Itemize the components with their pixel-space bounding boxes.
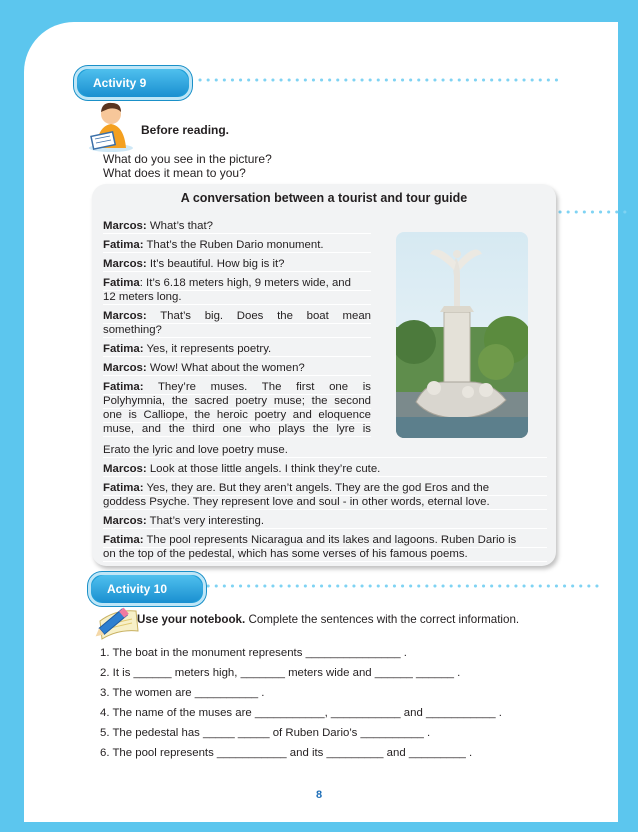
sentence-1: 1. The boat in the monument represents _______________ . bbox=[100, 647, 407, 659]
pencil-notebook-icon bbox=[94, 601, 140, 641]
speaker-name: Marcos: bbox=[103, 310, 147, 322]
conversation-line bbox=[103, 422, 371, 437]
line-text: They’re muses. The first one is bbox=[143, 381, 371, 393]
conversation-line bbox=[103, 219, 371, 234]
conversation-title: A conversation between a tourist and tour guide bbox=[180, 191, 468, 205]
line-text: : It’s 6.18 meters high, 9 meters wide, and bbox=[139, 277, 351, 289]
sentence-2: 2. It is ______ meters high, _______ meters wide and ______ ______ . bbox=[100, 667, 461, 679]
line-text: muse, and the third one who plays the lyre is bbox=[103, 423, 371, 435]
notebook-bold: Use your notebook. bbox=[137, 613, 246, 626]
conversation-line bbox=[103, 408, 371, 423]
conversation-line bbox=[103, 309, 371, 324]
conversation-line bbox=[103, 481, 547, 496]
conversation-line bbox=[103, 462, 547, 477]
speaker-name: Fatima: bbox=[103, 239, 144, 251]
conversation-line bbox=[103, 380, 371, 395]
line-text: That’s the Ruben Dario monument. bbox=[143, 239, 324, 251]
monument-photo bbox=[396, 232, 528, 438]
line-text: What’s that? bbox=[146, 220, 213, 232]
speaker-name: Fatima bbox=[103, 277, 140, 289]
reading-child-icon bbox=[86, 98, 136, 152]
question-2: What does it mean to you? bbox=[103, 166, 246, 180]
speaker-name: Marcos: bbox=[103, 258, 147, 270]
conversation-line bbox=[103, 443, 547, 458]
line-text: one is Calliope, the heroic poetry and eloquence bbox=[103, 409, 371, 421]
speaker-name: Marcos: bbox=[103, 463, 147, 475]
conversation-line bbox=[103, 394, 371, 409]
speaker-name: Marcos: bbox=[103, 515, 147, 527]
page-number: 8 bbox=[315, 789, 323, 801]
conversation-line bbox=[103, 342, 371, 357]
before-reading-label: Before reading. bbox=[141, 123, 230, 137]
line-text: That’s big. Does the boat mean bbox=[146, 310, 371, 322]
speaker-name: Marcos: bbox=[103, 220, 147, 232]
line-text: 12 meters long. bbox=[103, 291, 182, 303]
conversation-line bbox=[103, 276, 371, 291]
conversation-line bbox=[103, 238, 371, 253]
line-text: Wow! What about the women? bbox=[146, 362, 305, 374]
conversation-line bbox=[103, 257, 371, 272]
speaker-name: Fatima: bbox=[103, 343, 144, 355]
speaker-name: Fatima: bbox=[103, 534, 144, 546]
line-text: That’s very interesting. bbox=[146, 515, 265, 527]
conversation-line bbox=[103, 361, 371, 376]
line-text: Look at those little angels. I think they’re cute. bbox=[146, 463, 381, 475]
activity-9-label: Activity 9 bbox=[93, 76, 147, 90]
notebook-instruction bbox=[137, 613, 519, 626]
speaker-name: Fatima: bbox=[103, 381, 144, 393]
conversation-line bbox=[103, 323, 371, 338]
line-text: Yes, it represents poetry. bbox=[143, 343, 272, 355]
speaker-name: Fatima: bbox=[103, 482, 144, 494]
question-1: What do you see in the picture? bbox=[103, 152, 272, 166]
sentence-4: 4. The name of the muses are ___________, ___________ and ___________ . bbox=[100, 707, 502, 719]
conversation-line bbox=[103, 514, 547, 529]
line-text: Erato the lyric and love poetry muse. bbox=[103, 444, 288, 456]
sentence-5: 5. The pedestal has _____ _____ of Ruben Dario’s __________ . bbox=[100, 727, 431, 739]
conversation-line bbox=[103, 495, 547, 510]
conversation-line bbox=[103, 547, 547, 562]
activity-9-badge bbox=[74, 66, 192, 100]
conversation-line bbox=[103, 290, 371, 305]
sentence-3: 3. The women are __________ . bbox=[100, 687, 265, 699]
line-text: on the top of the pedestal, which has some verses of his famous poems. bbox=[103, 548, 468, 560]
line-text: something? bbox=[103, 324, 162, 336]
line-text: Polyhymnia, the sacred poetry muse; the second bbox=[103, 395, 371, 407]
line-text: Yes, they are. But they aren’t angels. They are the god Eros and the bbox=[143, 482, 490, 494]
activity-10-label: Activity 10 bbox=[107, 582, 168, 596]
line-text: The pool represents Nicaragua and its lakes and lagoons. Ruben Dario is bbox=[143, 534, 517, 546]
line-text: goddess Psyche. They represent love and soul - in other words, eternal love. bbox=[103, 496, 490, 508]
speaker-name: Marcos: bbox=[103, 362, 147, 374]
sentence-6: 6. The pool represents ___________ and its _________ and _________ . bbox=[100, 747, 473, 759]
notebook-text: Complete the sentences with the correct information. bbox=[245, 613, 520, 626]
conversation-line bbox=[103, 533, 547, 548]
line-text: It’s beautiful. How big is it? bbox=[146, 258, 285, 270]
